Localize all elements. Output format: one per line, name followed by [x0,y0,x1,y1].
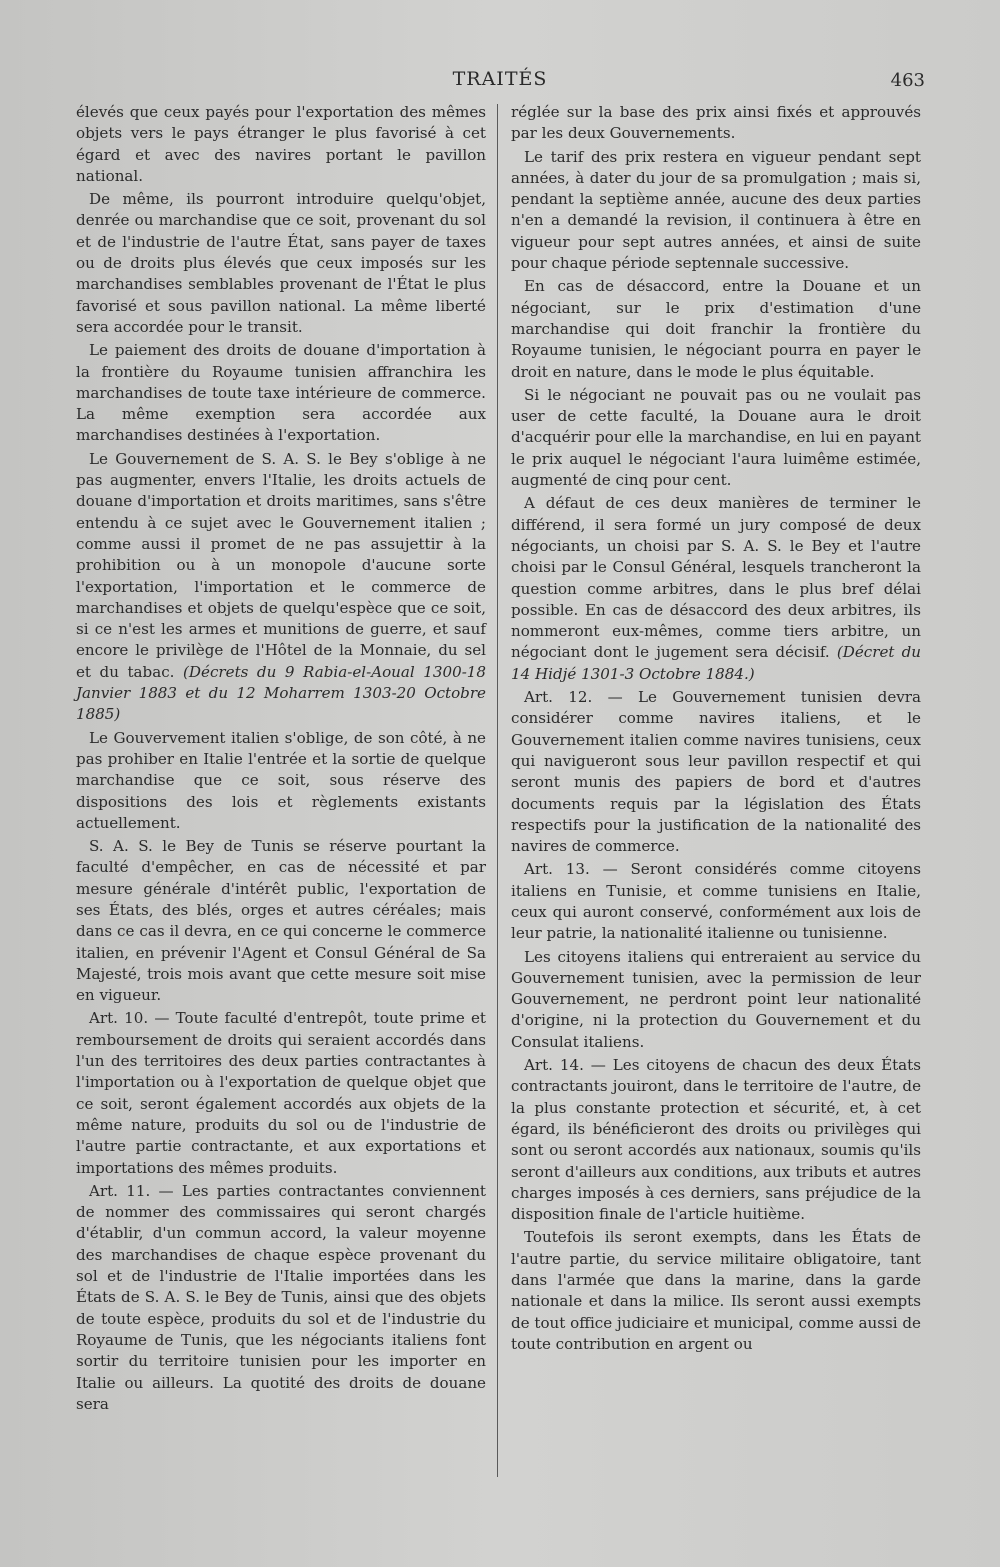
paragraph-text: Art. 11. — Les parties contractantes conviennent de nommer des commissaires qui seront chargés d'établir, d'un commun accord, la valeur moyenne des marchandises de chaque espèce provenant du sol et de l'industrie de l'Italie importées dans les États de S. A. S. le Bey de Tunis, ainsi que des objets de toute espèce, produits du sol et de l'industrie du Royaume de Tunis, que les négociants italiens font sortir du territoire tunisien pour les importer en Italie ou ailleurs. La quotité des droits de douane sera [76,1181,486,1413]
paragraph [511,947,921,1053]
running-header [0,68,1000,100]
paragraph-text: élevés que ceux payés pour l'exportation des mêmes objets vers le pays étranger le plus favorisé à cet égard et avec des navires portant le pavillon national. [76,103,486,185]
paragraph-text: réglée sur la base des prix ainsi fixés et approuvés par les deux Gouvernements. [511,103,921,143]
running-title: TRAITÉS [452,68,548,90]
paragraph [511,1055,921,1225]
paragraph-text: Art. 14. — Les citoyens de chacun des deux États contractants jouiront, dans le territoire de l'autre, de la plus constante protection et sécurité, et, à cet égard, ils bénéficieront des droits ou privilèges qui sont ou seront accordés aux nationaux, soumis qu'ils seront d'ailleurs aux conditions, aux tributs et autres charges imposés à ces derniers, sans préjudice de la disposition finale de l'article huitième. [511,1056,921,1224]
paragraph-text: Le Gouvervement italien s'oblige, de son côté, à ne pas prohiber en Italie l'entrée et la sortie de quelque marchandise que ce soit, sous réserve des dispositions des lois et règlements existants actuellement. [76,728,486,832]
paragraph-text: Le Gouvernement de S. A. S. le Bey s'oblige à ne pas augmenter, envers l'Italie, les droits actuels de douane d'importation et droits maritimes, sans s'être entendu à ce sujet avec le Gouvernement italien ; comme aussi il promet de ne pas assujettir à la prohibition ou à un monopole d'aucune sorte l'exportation, l'importation et le commerce de marchandises et objets de quelqu'espèce que ce soit, si ce n'est les armes et munitions de guerre, et sauf encore le privilège de l'Hôtel de la Monnaie, du sel et du tabac. [76,449,486,681]
paragraph-text: Art. 13. — Seront considérés comme citoyens italiens en Tunisie, et comme tunisiens en Italie, ceux qui auront conservé, conformément aux lois de leur patrie, la nationalité italienne ou tunisienne. [511,860,921,943]
paragraph-text: Art. 10. — Toute faculté d'entrepôt, toute prime et remboursement de droits qui seraient accordés dans l'un des territoires des deux parties contractantes à l'importation ou à l'exportation de quelque objet que ce soit, seront également accordés aux objets de la même nature, produits du sol ou de l'industrie de l'autre partie contractante, et aux exportations et importations des mêmes produits. [76,1009,486,1177]
right-text-column [511,102,921,1357]
paragraph [76,728,486,834]
paragraph-text: Toutefois ils seront exempts, dans les États de l'autre partie, du service militaire obligatoire, tant dans l'armée que dans la marine, dans la garde nationale et dans la milice. Ils seront aussi exempts de tout office judiciaire et municipal, comme aussi de toute contribution en argent ou [511,1228,921,1353]
paragraph [511,493,921,685]
paragraph [511,276,921,382]
paragraph [76,340,486,446]
paragraph [511,859,921,944]
paragraph-text: En cas de désaccord, entre la Douane et un négociant, sur le prix d'estimation d'une marchandise qui doit franchir la frontière du Royaume tunisien, le négociant pourra en payer le droit en nature, dans le mode le plus équitable. [511,277,921,381]
paragraph [76,1181,486,1415]
left-text-column [76,102,486,1417]
continued-paragraph [511,102,921,145]
paragraph [76,1008,486,1178]
paragraph-text: De même, ils pourront introduire quelqu'objet, denrée ou marchandise que ce soit, provenant du sol et de l'industrie de l'autre État, sans payer de taxes ou de droits plus élevés que ceux imposés sur les marchandises semblables provenant de l'État le plus favorisé et sous pavillon national. La même liberté sera accordée pour le transit. [76,190,486,336]
paragraph-text: Art. 12. — Le Gouvernement tunisien devra considérer comme navires italiens, et le Gouvernement italien comme navires tunisiens, ceux qui navigueront sous leur pavillon respectif et qui seront munis des papiers de bord et d'autres documents requis par la législation des États respectifs pour la justification de la nationalité des navires de commerce. [511,688,921,856]
page-number: 463 [890,70,925,91]
continued-paragraph [76,102,486,187]
decree-citation: (Décret du 14 Hidjé 1301-3 Octobre 1884.) [511,643,922,683]
paragraph-text: Les citoyens italiens qui entreraient au service du Gouvernement tunisien, avec la permission de leur Gouvernement, ne perdront point leur nationalité d'origine, ni la protection du Gouvernement et du Consulat italiens. [511,947,921,1051]
paragraph [76,449,486,726]
paragraph-text: A défaut de ces deux manières de terminer le différend, il sera formé un jury composé de deux négociants, un choisi par S. A. S. le Bey et l'autre choisi par le Consul Général, lesquels trancheront la question comme arbitres, dans le plus bref délai possible. En cas de désaccord des deux arbitres, ils nommeront eux-mêmes, comme tiers arbitre, un négociant dont le jugement sera décisif. [511,494,921,662]
paragraph [76,836,486,1006]
decree-citation: (Décrets du 9 Rabia-el-Aoual 1300-18 Janvier 1883 et du 12 Moharrem 1303-20 Octobre 1885) [76,662,487,724]
paragraph [511,1227,921,1355]
paragraph-text: Le paiement des droits de douane d'importation à la frontière du Royaume tunisien affranchira les marchandises de toute taxe intérieure de commerce. La même exemption sera accordée aux marchandises destinées à l'exportation. [76,341,486,445]
column-divider [497,104,498,1477]
paragraph-text: S. A. S. le Bey de Tunis se réserve pourtant la faculté d'empêcher, en cas de nécessité et par mesure générale d'intérêt public, l'exportation de ses États, des blés, orges et autres céréales; mais dans ce cas il devra, en ce qui concerne le commerce italien, en prévenir l'Agent et Consul Général de Sa Majesté, trois mois avant que cette mesure soit mise en vigueur. [76,837,486,1005]
paragraph [511,147,921,275]
paragraph-text: Si le négociant ne pouvait pas ou ne voulait pas user de cette faculté, la Douane aura le droit d'acquérir pour elle la marchandise, en lui en payant le prix auquel le négociant l'aura luimême estimée, augmenté de cinq pour cent. [511,385,921,490]
paragraph-text: Le tarif des prix restera en vigueur pendant sept années, à dater du jour de sa promulgation ; mais si, pendant la septième année, aucune des deux parties n'en a demandé la revision, il continuera à être en vigueur pour sept autres années, et ainsi de suite pour chaque période septennale successive. [511,147,921,273]
paragraph [511,687,921,857]
paragraph [511,385,921,491]
paragraph [76,189,486,338]
